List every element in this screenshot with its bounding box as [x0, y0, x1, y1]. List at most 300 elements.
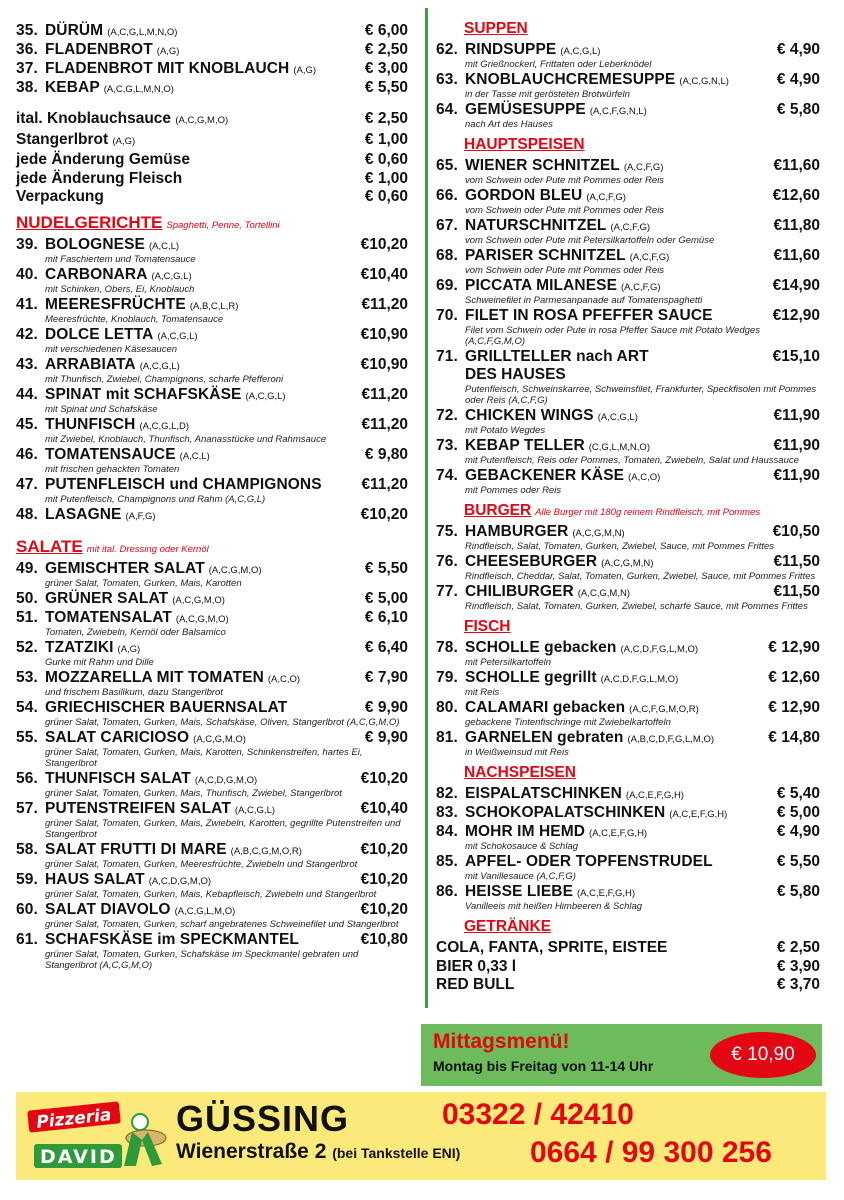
item-number: 56. — [16, 769, 38, 787]
item-line — [436, 71, 820, 89]
menu-item — [436, 785, 820, 803]
item-price: €10,80 — [360, 930, 408, 948]
item-line — [16, 476, 408, 494]
plain-item-allergens: (A,G) — [112, 135, 136, 147]
item-allergens: (A,C,G,L) — [139, 360, 180, 372]
item-allergens: (A,G) — [117, 643, 141, 655]
item-name: CALAMARI gebacken — [465, 699, 626, 716]
item-line — [436, 639, 820, 657]
menu-item — [436, 804, 820, 822]
item-name: MEERESFRÜCHTE — [45, 295, 186, 313]
menu-item — [16, 296, 408, 325]
item-number: 55. — [16, 728, 38, 746]
item-price: € 12,90 — [768, 699, 820, 716]
salate-section — [16, 560, 408, 971]
item-description: Vanilleeis mit heißen Himbeeren & Schlag — [465, 901, 643, 912]
phone-landline: 03322 / 42410 — [442, 1098, 634, 1131]
menu-item — [16, 41, 408, 59]
item-number: 73. — [436, 437, 458, 454]
item-allergens: (A,C,F,G,N,L) — [589, 106, 647, 117]
item-description: Rindfleisch, Cheddar, Salat, Tomaten, Gurken, Zwiebel, Sauce, mit Pommes Frittes — [465, 571, 816, 582]
item-line — [16, 729, 408, 747]
menu-item — [436, 583, 820, 612]
item-name: NATURSCHNITZEL — [465, 217, 607, 234]
item-description: mit Zwiebel, Knoblauch, Thunfisch, Ananasstücke und Rahmsauce — [45, 433, 327, 445]
item-number: 65. — [436, 157, 458, 174]
item-description: mit Pommes oder Reis — [465, 485, 562, 496]
section-title: GETRÄNKE — [464, 918, 551, 935]
menu-item — [16, 901, 408, 930]
item-number: 44. — [16, 385, 38, 403]
item-price: € 9,90 — [364, 698, 408, 716]
logo-top-text: Pizzeria — [35, 1105, 113, 1133]
item-number: 86. — [436, 883, 458, 900]
item-number: 81. — [436, 729, 458, 746]
item-line — [16, 386, 408, 404]
item-price: €10,20 — [360, 235, 408, 253]
item-description: grüner Salat, Tomaten, Gurken, Mais, Zwiebeln, Karotten, gegrillte Putenstreifen und Stangerlbrot — [45, 817, 401, 840]
item-price: €11,90 — [773, 407, 820, 424]
item-description: vom Schwein oder Pute mit Pommes oder Reis — [465, 265, 665, 276]
item-line — [436, 553, 820, 571]
plain-item-price: € 2,50 — [776, 939, 820, 956]
item-description: grüner Salat, Tomaten, Gurken, Mais, Karotten, Schinkenstreifen, hartes Ei, Stangerlbrot — [45, 746, 363, 769]
item-name: KNOBLAUCHCREMESUPPE — [465, 71, 676, 88]
item-price: € 7,90 — [364, 668, 408, 686]
fisch-section — [436, 639, 820, 758]
item-name-continued: DES HAUSES — [465, 366, 566, 383]
item-line — [436, 883, 820, 901]
menu-item — [16, 22, 408, 40]
item-name: TZATZIKI — [45, 638, 114, 656]
item-number: 78. — [436, 639, 458, 656]
item-number: 36. — [16, 41, 38, 58]
item-description: grüner Salat, Tomaten, Gurken, Mais, Schafskäse, Oliven, Stangerlbrot (A,C,G,M,O) — [45, 716, 400, 728]
item-price: €12,60 — [772, 187, 820, 204]
item-price: € 3,00 — [364, 60, 408, 77]
item-allergens: (A,C,L) — [179, 450, 210, 462]
item-price: €10,90 — [360, 355, 408, 373]
lunch-banner — [421, 1024, 822, 1086]
item-price: €11,20 — [361, 295, 408, 313]
item-price: € 4,90 — [776, 41, 820, 58]
plain-item — [16, 131, 408, 152]
item-allergens: (A,C,F,G) — [629, 252, 670, 263]
menu-item — [16, 79, 408, 97]
item-price: €10,20 — [360, 769, 408, 787]
item-number: 68. — [436, 247, 458, 264]
item-description: mit Thunfisch, Zwiebel, Champignons, scharfe Pfefferoni — [45, 373, 284, 385]
item-price: €10,40 — [360, 265, 408, 283]
item-line — [16, 446, 408, 464]
item-number: 64. — [436, 101, 458, 118]
item-price: € 5,00 — [364, 589, 408, 607]
menu-item — [436, 437, 820, 466]
item-name: GRIECHISCHER BAUERNSALAT — [45, 698, 288, 716]
item-allergens: (A,C,G,L) — [560, 46, 601, 57]
item-number: 75. — [436, 523, 458, 540]
item-price: €11,20 — [361, 475, 408, 493]
item-line — [436, 669, 820, 687]
item-allergens: (A,C,G,M,N) — [577, 588, 630, 599]
item-number: 84. — [436, 823, 458, 840]
item-line — [436, 307, 820, 325]
item-allergens: (A,G) — [156, 46, 180, 57]
item-name: CHEESEBURGER — [465, 553, 598, 570]
haupt-section — [436, 157, 820, 496]
item-price: € 6,40 — [364, 638, 408, 656]
menu-item — [16, 699, 408, 728]
item-number: 42. — [16, 325, 38, 343]
menu-item — [16, 669, 408, 698]
item-allergens: (A,B,C,L,R) — [189, 300, 239, 312]
item-line — [436, 823, 820, 841]
section-title: HAUPTSPEISEN — [464, 136, 585, 153]
menu-item — [436, 217, 820, 246]
item-description: mit frischen gehackten Tomaten — [45, 463, 180, 475]
item-name: MOZZARELLA MIT TOMATEN — [45, 668, 264, 686]
item-price: € 14,80 — [768, 729, 820, 746]
burger-heading — [436, 502, 820, 520]
item-price: €11,80 — [773, 217, 820, 234]
menu-item — [16, 506, 408, 524]
item-line — [436, 157, 820, 175]
item-description: Tomaten, Zwiebeln, Kernöl oder Balsamico — [45, 626, 226, 638]
item-allergens: (A,C,G,L) — [234, 804, 276, 816]
item-line — [16, 699, 408, 717]
item-price: € 2,50 — [364, 41, 408, 58]
item-name: DOLCE LETTA — [45, 325, 154, 343]
item-number: 72. — [436, 407, 458, 424]
item-line — [436, 217, 820, 235]
item-description: in der Tasse mit gerösteten Brotwürfeln — [465, 89, 630, 100]
item-name: PUTENFLEISCH und CHAMPIGNONS — [45, 475, 322, 493]
menu-item — [16, 931, 408, 971]
nach-heading — [436, 764, 820, 782]
menu-item — [436, 883, 820, 912]
item-price: €11,50 — [773, 583, 820, 600]
item-name: THUNFISCH — [45, 415, 136, 433]
item-number: 41. — [16, 295, 38, 313]
menu-item — [436, 348, 820, 406]
item-name: CHICKEN WINGS — [465, 407, 594, 424]
item-allergens: (A,F,G) — [125, 510, 156, 522]
item-price: € 5,50 — [776, 853, 820, 870]
item-line — [16, 356, 408, 374]
menu-item — [436, 187, 820, 216]
item-description: vom Schwein oder Pute mit Pommes oder Reis — [465, 205, 665, 216]
getr-heading — [436, 918, 820, 936]
plain-item — [16, 151, 408, 170]
item-number: 80. — [436, 699, 458, 716]
item-allergens: (A,C,G,N,L) — [679, 76, 729, 87]
item-line — [436, 853, 820, 871]
section-title: SUPPEN — [464, 20, 528, 37]
item-description: mit Schokosauce & Schlag — [465, 841, 579, 852]
item-line — [436, 101, 820, 119]
item-price: € 12,60 — [768, 669, 820, 686]
item-price: € 6,10 — [364, 608, 408, 626]
item-number: 43. — [16, 355, 38, 373]
item-allergens: (A,C,E,F,G,H) — [589, 828, 648, 839]
item-name: TOMATENSAUCE — [45, 445, 176, 463]
item-allergens: (A,B,C,D,F,G,L,M,O) — [627, 734, 715, 745]
haupt-heading — [436, 136, 820, 154]
menu-item — [16, 236, 408, 265]
lunch-title: Mittagsmenü! — [433, 1030, 570, 1053]
section-note: mit ital. Dressing oder Kernöl — [86, 543, 209, 555]
item-price: €10,50 — [772, 523, 820, 540]
menu-item — [436, 639, 820, 668]
item-allergens: (A,C,G,M,N) — [601, 558, 654, 569]
item-allergens: (A,C,E,F,G,H) — [625, 790, 684, 801]
plain-item-price: € 3,90 — [776, 957, 820, 975]
item-price: €11,20 — [361, 385, 408, 403]
item-line — [16, 60, 408, 78]
item-allergens: (A,B,C,G,M,O,R) — [230, 845, 302, 857]
item-name: FLADENBROT — [45, 41, 153, 58]
item-allergens: (A,C,G,L,M,N,O) — [107, 27, 178, 38]
menu-item — [436, 407, 820, 436]
item-description: mit Faschiertem und Tomatensauce — [45, 253, 196, 265]
getraenke-section — [436, 939, 820, 995]
item-description: gebackene Tintenfischringe mit Zwiebelkartoffeln — [465, 717, 671, 728]
item-name: MOHR IM HEMD — [465, 823, 586, 840]
item-line — [436, 407, 820, 425]
doner-section — [16, 22, 408, 97]
item-allergens: (A,C,G,L) — [151, 270, 192, 282]
item-name: SCHOLLE gebacken — [465, 639, 617, 656]
item-allergens: (A,C,O) — [267, 673, 301, 685]
item-line — [16, 841, 408, 859]
nach-section — [436, 785, 820, 912]
item-name: THUNFISCH SALAT — [45, 769, 191, 787]
item-name: CARBONARA — [45, 265, 148, 283]
item-number: 51. — [16, 608, 38, 626]
street-note: (bei Tankstelle ENI) — [332, 1145, 461, 1161]
nudel-section — [16, 236, 408, 524]
menu-item — [436, 101, 820, 130]
item-line — [16, 416, 408, 434]
item-price: €11,20 — [361, 415, 408, 433]
item-description: Rindfleisch, Salat, Tomaten, Gurken, Zwiebel, scharfe Sauce, mit Pommes Frittes — [465, 601, 808, 612]
item-number: 59. — [16, 870, 38, 888]
item-line — [436, 804, 820, 822]
item-price: € 12,90 — [768, 639, 820, 656]
item-number: 45. — [16, 415, 38, 433]
item-price: € 5,00 — [776, 804, 820, 821]
item-price: €10,20 — [360, 900, 408, 918]
plain-item-name: jede Änderung Fleisch — [16, 169, 183, 187]
menu-item — [16, 476, 408, 505]
column-divider — [425, 8, 428, 1008]
right-column — [436, 14, 820, 995]
item-number: 53. — [16, 668, 38, 686]
item-number: 85. — [436, 853, 458, 870]
logo-bottom-text: DAVID — [40, 1146, 117, 1168]
menu-item — [436, 699, 820, 728]
item-description: vom Schwein oder Pute mit Pommes oder Reis — [465, 175, 665, 186]
item-allergens: (A,C,G,M,O) — [208, 564, 262, 576]
item-price: €10,90 — [360, 325, 408, 343]
item-description: mit Putenfleisch, Reis oder Pommes, Tomaten, Zwiebeln, Salat und Haussauce — [465, 455, 799, 466]
plain-item-price: € 0,60 — [364, 188, 408, 205]
item-name: DÜRÜM — [45, 22, 104, 39]
item-description: grüner Salat, Tomaten, Gurken, Mais, Kebapfleisch, Zwiebeln und Stangerlbrot — [45, 888, 377, 900]
item-name: PARISER SCHNITZEL — [465, 247, 626, 264]
plain-item-price: € 3,70 — [776, 976, 820, 993]
item-price: € 9,90 — [364, 728, 408, 746]
item-number: 69. — [436, 277, 458, 294]
item-price: €12,90 — [772, 307, 820, 324]
item-allergens: (A,C,L) — [148, 240, 180, 252]
burger-section — [436, 523, 820, 612]
menu-item — [16, 871, 408, 900]
item-price: €10,20 — [360, 505, 408, 523]
item-allergens: (A,C,E,F,G,H) — [669, 809, 728, 820]
item-price: € 4,90 — [776, 71, 820, 88]
menu-item — [16, 560, 408, 589]
item-description: mit Spinat und Schafskäse — [45, 403, 158, 415]
item-name: GEMISCHTER SALAT — [45, 559, 205, 577]
item-line — [16, 79, 408, 97]
section-title: FISCH — [464, 618, 511, 635]
salate-heading — [16, 537, 408, 557]
item-line — [436, 785, 820, 803]
item-name: GARNELEN gebraten — [465, 729, 624, 746]
menu-item — [16, 266, 408, 295]
item-name: GORDON BLEU — [465, 187, 583, 204]
menu-item — [436, 729, 820, 758]
item-description: mit Vanillesauce (A,C,F,G) — [465, 871, 576, 882]
item-price: €11,60 — [773, 247, 820, 264]
item-price: €10,20 — [360, 840, 408, 858]
item-line — [436, 523, 820, 541]
item-price: €11,90 — [773, 467, 820, 484]
item-description: grüner Salat, Tomaten, Gurken, Mais, Thunfisch, Zwiebel, Stangerlbrot — [45, 787, 342, 799]
item-line — [436, 247, 820, 265]
item-description: und frischem Basilikum, dazu Stangerlbrot — [45, 686, 223, 698]
menu-item — [436, 157, 820, 186]
item-line — [16, 296, 408, 314]
item-price: €11,60 — [773, 157, 820, 174]
plain-item-price: € 1,00 — [364, 169, 408, 187]
menu-item — [436, 467, 820, 496]
menu-item — [16, 386, 408, 415]
item-name: GRÜNER SALAT — [45, 589, 169, 607]
menu-item — [16, 639, 408, 668]
item-name: SALAT CARICIOSO — [45, 728, 190, 746]
item-description: grüner Salat, Tomaten, Gurken, Mais, Karotten — [45, 577, 242, 589]
item-line — [16, 22, 408, 40]
item-allergens: (A,C,G,M,N) — [572, 528, 625, 539]
item-line — [436, 187, 820, 205]
item-number: 47. — [16, 475, 38, 493]
plain-item-name: RED BULL — [436, 976, 515, 993]
item-allergens: (A,C,D,F,G,L,M,O) — [600, 674, 679, 685]
menu-item — [436, 307, 820, 347]
item-allergens: (A,C,G,L,M,O) — [174, 905, 236, 917]
item-allergens: (A,C,D,G,M,O) — [194, 774, 258, 786]
item-name: TOMATENSALAT — [45, 608, 172, 626]
item-line — [436, 437, 820, 455]
item-description: mit Putenfleisch, Champignons und Rahm (A,C,G,L) — [45, 493, 266, 505]
item-number: 83. — [436, 804, 458, 821]
left-column — [16, 22, 408, 972]
item-price: € 6,00 — [364, 22, 408, 39]
menu-item — [436, 553, 820, 582]
item-allergens: (A,C,F,G) — [610, 222, 651, 233]
item-line — [16, 931, 408, 949]
item-number: 63. — [436, 71, 458, 88]
menu-item — [436, 71, 820, 100]
item-line — [16, 639, 408, 657]
section-title: SALATE — [16, 536, 83, 556]
item-name: EISPALATSCHINKEN — [465, 785, 622, 802]
suppen-section — [436, 41, 820, 130]
item-description: in Weißweinsud mit Reis — [465, 747, 569, 758]
section-note: Spaghetti, Penne, Tortellini — [166, 219, 280, 231]
plain-item — [16, 170, 408, 189]
item-name: GEBACKENER KÄSE — [465, 467, 625, 484]
item-line — [436, 583, 820, 601]
item-price: €10,40 — [360, 799, 408, 817]
item-name: HEISSE LIEBE — [465, 883, 574, 900]
menu-item — [16, 590, 408, 608]
item-allergens: (A,C,E,F,G,H) — [577, 888, 636, 899]
item-description: mit Potato Wegdes — [465, 425, 546, 436]
item-line — [436, 467, 820, 485]
plain-item — [436, 958, 820, 977]
item-name: ARRABIATA — [45, 355, 136, 373]
item-name: FILET IN ROSA PFEFFER SAUCE — [465, 307, 713, 324]
item-allergens: (A,C,F,G) — [623, 162, 664, 173]
item-name: SCHOLLE gegrillt — [465, 669, 597, 686]
item-name: SALAT DIAVOLO — [45, 900, 171, 918]
menu-item — [16, 729, 408, 769]
item-allergens: (A,G) — [293, 65, 317, 76]
menu-item — [436, 247, 820, 276]
item-number: 77. — [436, 583, 458, 600]
menu-item — [16, 609, 408, 638]
item-allergens: (A,C,G,L) — [597, 412, 638, 423]
item-description: grüner Salat, Tomaten, Gurken, Schafskäse im Speckmantel gebraten und Stangerlbrot (A,C,G,M,O) — [45, 948, 359, 971]
menu-item — [436, 853, 820, 882]
menu-item — [436, 823, 820, 852]
nudel-heading — [16, 213, 408, 233]
city-name: GÜSSING — [176, 1098, 350, 1139]
item-line — [16, 236, 408, 254]
item-number: 48. — [16, 505, 38, 523]
item-number: 66. — [436, 187, 458, 204]
plain-item-name: Verpackung — [16, 188, 104, 205]
item-price: €10,20 — [360, 870, 408, 888]
item-number: 60. — [16, 900, 38, 918]
menu-item — [16, 800, 408, 840]
item-number: 37. — [16, 60, 38, 77]
item-price: €11,90 — [773, 437, 820, 454]
plain-item-name: BIER 0,33 l — [436, 957, 517, 975]
item-description: Rindfleisch, Salat, Tomaten, Gurken, Zwiebel, Sauce, mit Pommes Frittes — [465, 541, 775, 552]
item-number: 38. — [16, 79, 38, 96]
item-number: 79. — [436, 669, 458, 686]
item-line — [436, 348, 820, 366]
pizzeria-logo — [24, 1100, 174, 1174]
item-line — [16, 770, 408, 788]
menu-item — [16, 326, 408, 355]
section-title: NACHSPEISEN — [464, 764, 576, 781]
item-number: 74. — [436, 467, 458, 484]
